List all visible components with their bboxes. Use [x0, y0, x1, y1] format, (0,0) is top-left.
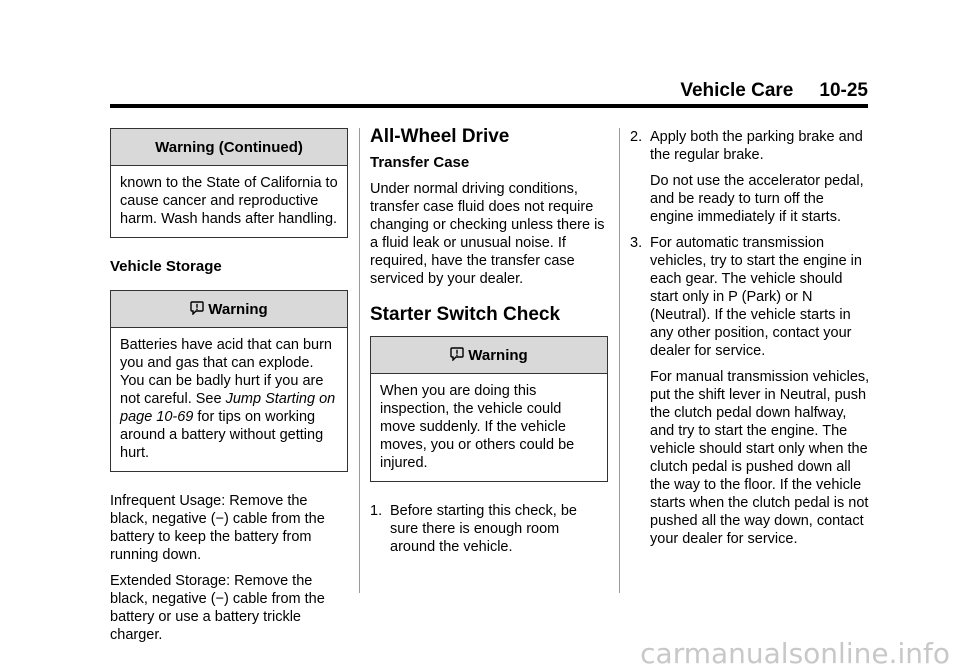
watermark: carmanualsonline.info — [640, 637, 950, 670]
transfer-case-heading: Transfer Case — [370, 154, 470, 171]
jump-starting-link[interactable]: Jump Starting on page 10-69 — [120, 391, 336, 425]
infrequent-usage-paragraph: Infrequent Usage: Remove the black, negative (−) cable from the battery to keep the battery from running down. — [110, 493, 325, 563]
header-rule — [110, 104, 868, 108]
warning-title: Warning — [208, 301, 268, 318]
list-item: 1. Before starting this check, be sure there is enough room around the vehicle. — [370, 503, 577, 555]
warning-continued-title: Warning (Continued) — [111, 129, 347, 166]
column-2 — [370, 128, 608, 564]
column-3 — [630, 128, 870, 556]
starter-warning-box — [370, 336, 608, 482]
warning-title: Warning — [468, 347, 528, 364]
list-item: 2. Apply both the parking brake and the regular brake. Do not use the accelerator pedal, and be ready to turn off the engine immediately if it starts. — [630, 129, 864, 225]
warning-icon — [450, 347, 464, 361]
warning-continued-box — [110, 128, 348, 238]
battery-warning-box — [110, 290, 348, 472]
vehicle-storage-heading: Vehicle Storage — [110, 258, 222, 275]
warning-continued-text: known to the State of California to cause cancer and reproductive harm. Wash hands after handling. — [120, 175, 338, 227]
starter-warning-text: When you are doing this inspection, the vehicle could move suddenly. If the vehicle moves, you or others could be injured. — [380, 383, 575, 471]
steps-list — [370, 502, 608, 556]
starter-switch-heading: Starter Switch Check — [370, 304, 561, 325]
extended-storage-paragraph: Extended Storage: Remove the black, negative (−) cable from the battery or use a battery trickle charger. — [110, 573, 325, 643]
battery-warning-text: Batteries have acid that can burn you and gas that can explode. You can be badly hurt if you are not careful. See Jump Starting on page 10-69 for tips on working around a battery without getting hurt. — [120, 337, 336, 461]
page-header — [110, 80, 868, 102]
list-item: 3. For automatic transmission vehicles, try to start the engine in each gear. The vehicle should start only in P (Park) or N (Neutral). If the vehicle starts in any other position, contact your dealer for service. For manual transmission vehicles, put the shift lever in Neutral, push the clutch pedal down halfway, and try to start the engine. The vehicle should start only when the clutch pedal is pushed down all the way to the floor. If the vehicle starts when the clutch pedal is not pushed all the way down, contact your dealer for service. — [630, 235, 870, 547]
awd-heading: All-Wheel Drive — [370, 126, 510, 147]
column-divider — [359, 128, 360, 593]
section-title: Vehicle Care — [680, 80, 794, 101]
warning-icon — [190, 301, 204, 315]
steps-list — [630, 128, 870, 548]
page-number: 10-25 — [819, 80, 868, 101]
column-divider — [619, 128, 620, 593]
transfer-case-text: Under normal driving conditions, transfer case fluid does not require changing or checking unless there is a fluid leak or unusual noise. If required, have the transfer case serviced by your dealer. — [370, 181, 605, 287]
column-1 — [110, 128, 348, 652]
